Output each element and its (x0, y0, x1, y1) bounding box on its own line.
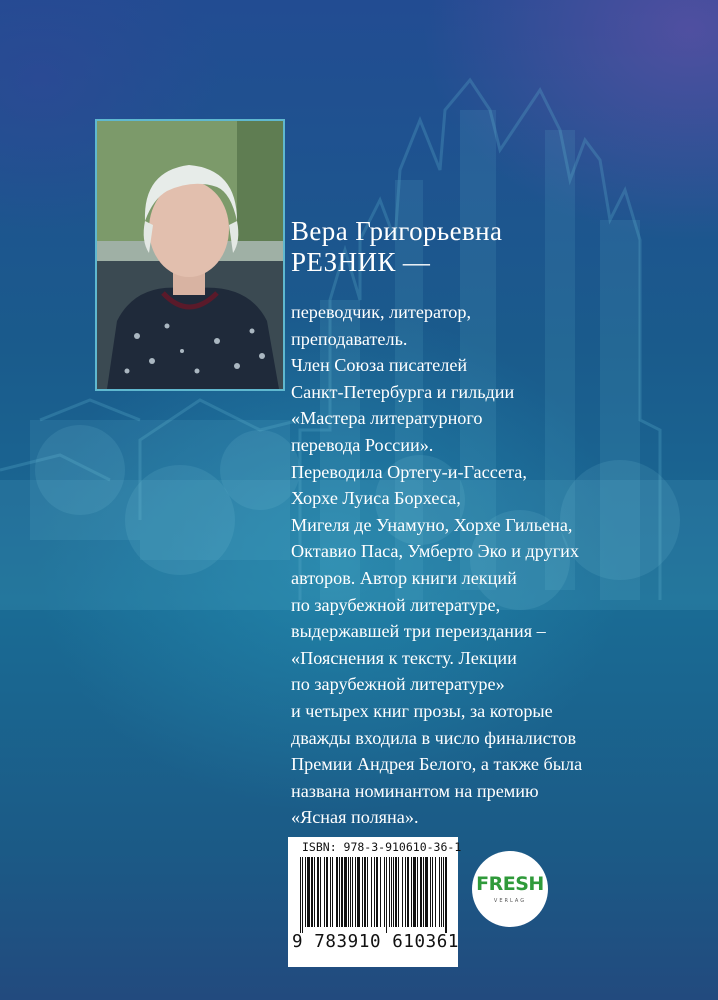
bio-line: по зарубежной литературе» (291, 674, 505, 695)
barcode-bar (341, 857, 343, 927)
bio-line: переводчик, литератор, (291, 302, 472, 322)
bio-line: и четырех книг прозы, за которые (291, 700, 553, 721)
barcode-bar (376, 857, 378, 927)
barcode-bar (320, 857, 321, 927)
barcode-bar (441, 857, 442, 927)
barcode-bar (393, 857, 394, 927)
barcode-bar (391, 857, 392, 927)
barcode-bar (380, 857, 381, 927)
publisher-logo-sub: VERLAG (493, 898, 527, 904)
barcode-bar (314, 857, 315, 927)
barcode-bar (367, 857, 368, 927)
barcode-bar (386, 857, 387, 933)
barcode-bars (300, 857, 448, 933)
barcode-bar (371, 857, 372, 927)
barcode-bar (430, 857, 431, 927)
bio-line: Хорхе Луиса Борхеса, (291, 488, 461, 509)
isbn-barcode (288, 837, 462, 967)
barcode-bar (330, 857, 331, 927)
bio-line: названа номинантом на премию (291, 780, 539, 801)
barcode-bar (398, 857, 399, 927)
bio-line: Член Союза писателей (291, 355, 468, 376)
barcode-bar (425, 857, 428, 927)
barcode-bar (352, 857, 353, 927)
barcode-bar (348, 857, 349, 927)
barcode-bar (407, 857, 409, 927)
ean-digits: 9 783910 610361 (292, 932, 460, 952)
barcode-bar (300, 857, 301, 933)
barcode-bar (443, 857, 444, 927)
barcode-bar (432, 857, 433, 927)
barcode-bar (374, 857, 375, 927)
author-photo (95, 119, 285, 391)
bio-line: выдержавшей три переиздания – (291, 621, 546, 642)
publisher-logo (472, 851, 548, 927)
barcode-bar (435, 857, 436, 927)
barcode-bar (355, 857, 356, 927)
bio-line: «Ясная поляна». (291, 807, 419, 828)
barcode-bar (411, 857, 412, 927)
author-bio (291, 299, 701, 831)
bio-line: Октавио Паса, Умберто Эко и других (291, 541, 580, 562)
bio-line: преподаватель. (291, 328, 408, 349)
isbn-label: ISBN: 978-3-910610-36-1 (302, 840, 462, 854)
barcode-bar (445, 857, 447, 933)
barcode-bar (389, 857, 390, 927)
author-surname: РЕЗНИК — (291, 247, 431, 277)
barcode-bar (307, 857, 310, 927)
barcode-bar (417, 857, 418, 927)
barcode-bar (311, 857, 313, 927)
barcode-bar (405, 857, 406, 927)
barcode-bar (439, 857, 440, 927)
barcode-bar (395, 857, 397, 927)
barcode-bar (413, 857, 416, 927)
barcode-bar (305, 857, 306, 927)
barcode-bar (339, 857, 340, 927)
bio-line: Санкт-Петербурга и гильдии (291, 381, 515, 402)
barcode-bar (317, 857, 319, 927)
barcode-bar (362, 857, 363, 927)
bio-line: Переводила Ортегу-и-Гассета, (291, 461, 527, 482)
barcode-bar (364, 857, 366, 927)
barcode-bar (423, 857, 424, 927)
bio-line: «Мастера литературного (291, 408, 483, 429)
barcode-bar (402, 857, 403, 927)
barcode-bar (350, 857, 351, 927)
bio-line: авторов. Автор книги лекций (291, 567, 517, 588)
barcode-bar (326, 857, 328, 927)
bio-line: перевода России». (291, 434, 434, 455)
barcode-bar (357, 857, 360, 927)
bio-line: дважды входила в число финалистов (291, 727, 577, 748)
barcode-bar (420, 857, 422, 927)
barcode-bar (384, 857, 385, 927)
barcode-bar (344, 857, 347, 927)
publisher-logo-name: FRESH (476, 873, 544, 895)
barcode-bar (302, 857, 303, 933)
barcode-bar (336, 857, 338, 927)
barcode-bar (332, 857, 333, 927)
bio-line: Мигеля де Унамуно, Хорхе Гильена, (291, 514, 573, 535)
bio-line: Премии Андрея Белого, а также была (291, 754, 583, 775)
barcode-bar (324, 857, 325, 927)
bio-line: «Пояснения к тексту. Лекции (291, 647, 517, 668)
author-first-names: Вера Григорьевна (291, 216, 503, 246)
bio-line: по зарубежной литературе, (291, 594, 501, 615)
author-name (291, 216, 651, 278)
